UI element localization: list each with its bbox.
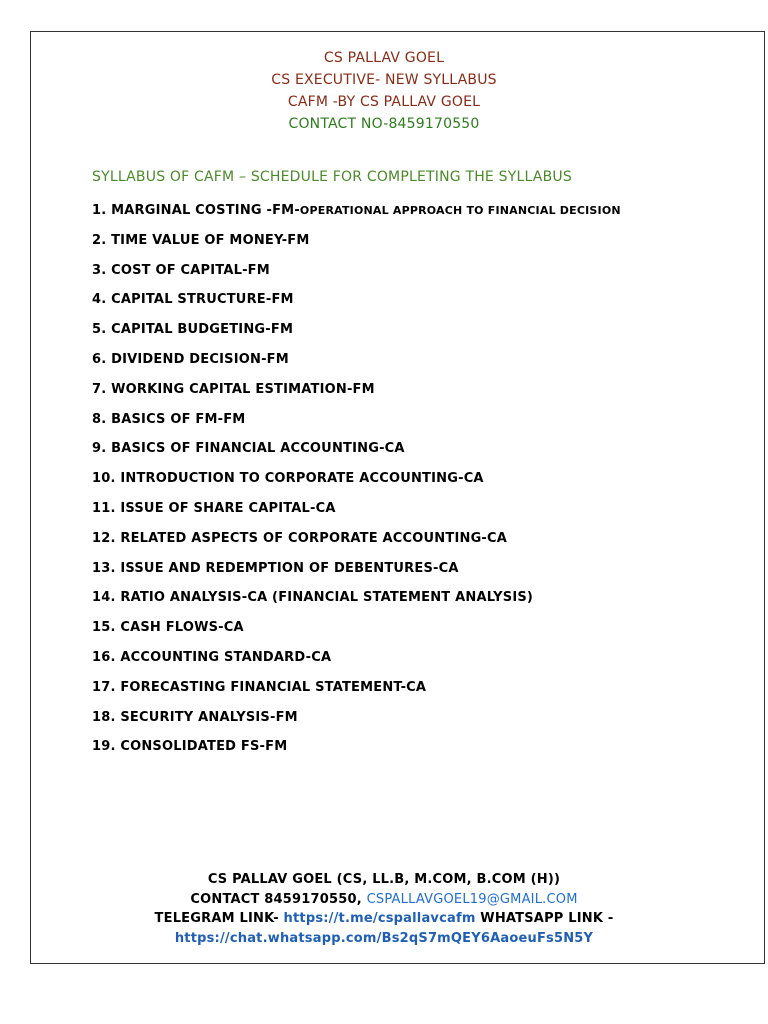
list-item: 5. CAPITAL BUDGETING-FM <box>92 322 294 338</box>
list-item: 7. WORKING CAPITAL ESTIMATION-FM <box>92 381 375 397</box>
list-item: 10. INTRODUCTION TO CORPORATE ACCOUNTING-CA <box>92 471 484 487</box>
footer-contact-prefix: CONTACT 8459170550, <box>190 891 367 907</box>
list-item: 1. MARGINAL COSTING -FM-OPERATIONAL APPROACH TO FINANCIAL DECISION <box>92 203 621 218</box>
list-item: 14. RATIO ANALYSIS-CA (FINANCIAL STATEMENT ANALYSIS) <box>92 590 534 606</box>
list-item: 4. CAPITAL STRUCTURE-FM <box>92 292 294 308</box>
list-item: 9. BASICS OF FINANCIAL ACCOUNTING-CA <box>92 441 405 457</box>
document-footer <box>0 870 768 948</box>
whatsapp-label: WHATSAPP LINK - <box>475 911 614 926</box>
footer-contact <box>0 890 768 910</box>
list-item: 15. CASH FLOWS-CA <box>92 620 244 636</box>
list-item: 17. FORECASTING FINANCIAL STATEMENT-CA <box>92 679 427 695</box>
footer-credentials: CS PALLAV GOEL (CS, LL.B, M.COM, B.COM (H)) <box>207 872 561 887</box>
subject-title: CAFM -BY CS PALLAV GOEL <box>287 94 481 110</box>
list-item: 13. ISSUE AND REDEMPTION OF DEBENTURES-CA <box>92 560 459 576</box>
author-name: CS PALLAV GOEL <box>323 50 445 66</box>
syllabus-list <box>92 201 621 767</box>
list-item: 6. DIVIDEND DECISION-FM <box>92 351 289 367</box>
list-item: 8. BASICS OF FM-FM <box>92 411 246 427</box>
course-title: CS EXECUTIVE- NEW SYLLABUS <box>271 72 497 88</box>
syllabus-heading: SYLLABUS OF CAFM – SCHEDULE FOR COMPLETING THE SYLLABUS <box>92 169 572 185</box>
footer-links <box>0 909 768 929</box>
list-item: 16. ACCOUNTING STANDARD-CA <box>92 649 332 665</box>
list-item: 19. CONSOLIDATED FS-FM <box>92 739 288 755</box>
list-item: 3. COST OF CAPITAL-FM <box>92 262 270 278</box>
list-item: 11. ISSUE OF SHARE CAPITAL-CA <box>92 500 336 516</box>
telegram-link[interactable]: https://t.me/cspallavcafm <box>283 911 476 926</box>
list-item: 12. RELATED ASPECTS OF CORPORATE ACCOUNTING-CA <box>92 530 508 546</box>
list-item: 2. TIME VALUE OF MONEY-FM <box>92 232 310 248</box>
contact-number: CONTACT NO-8459170550 <box>288 116 480 132</box>
document-header <box>0 47 768 135</box>
list-item: 18. SECURITY ANALYSIS-FM <box>92 709 298 725</box>
email-link[interactable]: CSPALLAVGOEL19@GMAIL.COM <box>366 891 578 907</box>
telegram-label: TELEGRAM LINK- <box>154 911 284 926</box>
whatsapp-link[interactable]: https://chat.whatsapp.com/Bs2qS7mQEY6AaoeuFs5N5Y <box>174 930 594 946</box>
footer-whatsapp-url <box>0 929 768 949</box>
